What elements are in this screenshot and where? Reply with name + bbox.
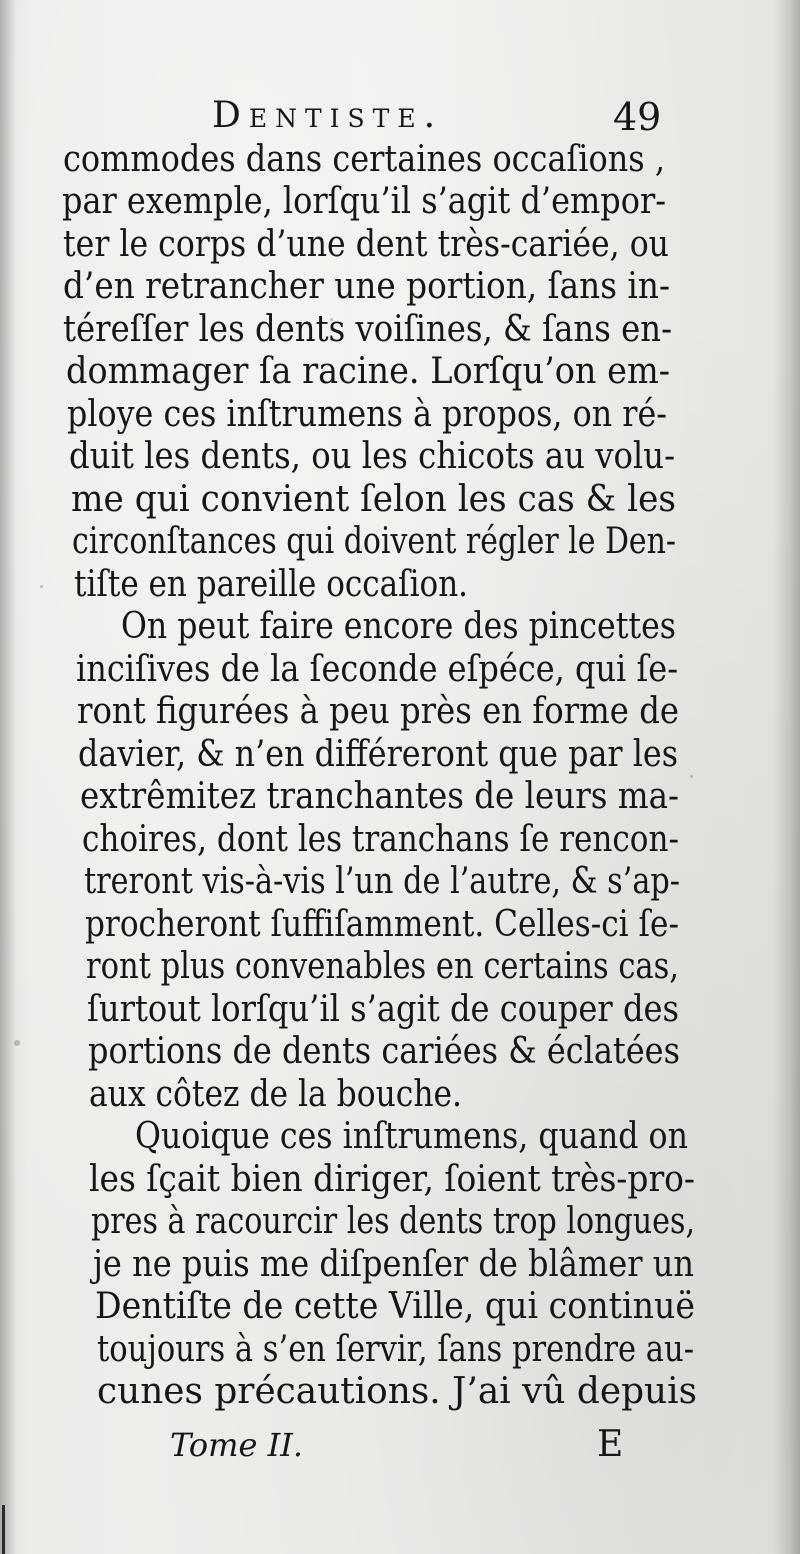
running-head: Dentiste.: [212, 95, 444, 136]
text-line: Dentiſte de cette Ville, qui continuë: [95, 1284, 695, 1327]
text-line: inciſives de la ſeconde eſpéce, qui ſe-: [76, 647, 679, 690]
text-line: Quoique ces inſtrumens, quand on: [135, 1114, 688, 1157]
text-line: procheront ſuffiſamment. Celles-ci ſe-: [85, 902, 679, 945]
page-edge-shadow: [774, 0, 800, 1554]
text-line: je ne puis me diſpenſer de blâmer un: [93, 1242, 695, 1285]
text-line: me qui convient ſelon les cas & les: [71, 477, 676, 520]
text-line: dommager ſa racine. Lorſqu’on em-: [66, 349, 671, 392]
text-line: pres à racourcir les dents trop longues,: [91, 1199, 696, 1242]
paper-speck: [14, 1040, 20, 1046]
text-line: ront plus convenables en certains cas,: [86, 944, 679, 987]
signature-mark: E: [597, 1424, 624, 1465]
text-line: par exemple, lorſqu’il s’agit d’empor-: [62, 179, 667, 222]
page-gutter-shadow: [0, 0, 16, 1554]
text-line: portions de dents cariées & éclatées: [88, 1029, 681, 1072]
page-header: [0, 92, 800, 142]
text-line: aux côtez de la bouche.: [89, 1072, 462, 1115]
text-line: toujours à s’en ſervir, ſans prendre au-: [97, 1327, 695, 1370]
page-number: 49: [613, 95, 662, 139]
text-line: treront vis-à-vis l’un de l’autre, & s’ap-: [84, 859, 680, 902]
text-line: ſurtout lorſqu’il s’agit de couper des: [87, 987, 680, 1030]
paper-speck: [40, 585, 43, 588]
text-line: téreſſer les dents voiſines, & ſans en-: [63, 307, 673, 350]
paper-speck: [690, 775, 693, 778]
text-line: extrêmitez tranchantes de leurs ma-: [80, 774, 679, 817]
text-line: davier, & n’en différeront que par les: [78, 732, 679, 775]
text-line: ront figurées à peu près en forme de: [77, 689, 680, 732]
text-line: circonſtances qui doivent régler le Den-: [72, 519, 677, 562]
binding-mark: [2, 1505, 5, 1554]
text-line: ter le corps d’une dent très-cariée, ou: [63, 222, 669, 265]
text-line: les ſçait bien diriger, ſoient très-pro-: [89, 1157, 696, 1200]
page-footer: [0, 1425, 800, 1475]
text-line: choires, dont les tranchans ſe rencon-: [82, 817, 680, 860]
text-line: commodes dans certaines occaſions ,: [63, 137, 665, 180]
text-line: tiſte en pareille occaſion.: [74, 562, 469, 605]
text-line: d’en retrancher une portion, ſans in-: [63, 264, 670, 307]
paper-speck: [330, 318, 333, 321]
text-line: On peut faire encore des pincettes: [121, 604, 677, 647]
text-line: cunes précautions. J’ai vû depuis: [97, 1369, 698, 1412]
text-line: duit les dents, ou les chicots au volu-: [69, 434, 676, 477]
text-line: ploye ces inſtrumens à propos, on ré-: [67, 392, 667, 435]
volume-label: Tome II.: [170, 1426, 304, 1464]
